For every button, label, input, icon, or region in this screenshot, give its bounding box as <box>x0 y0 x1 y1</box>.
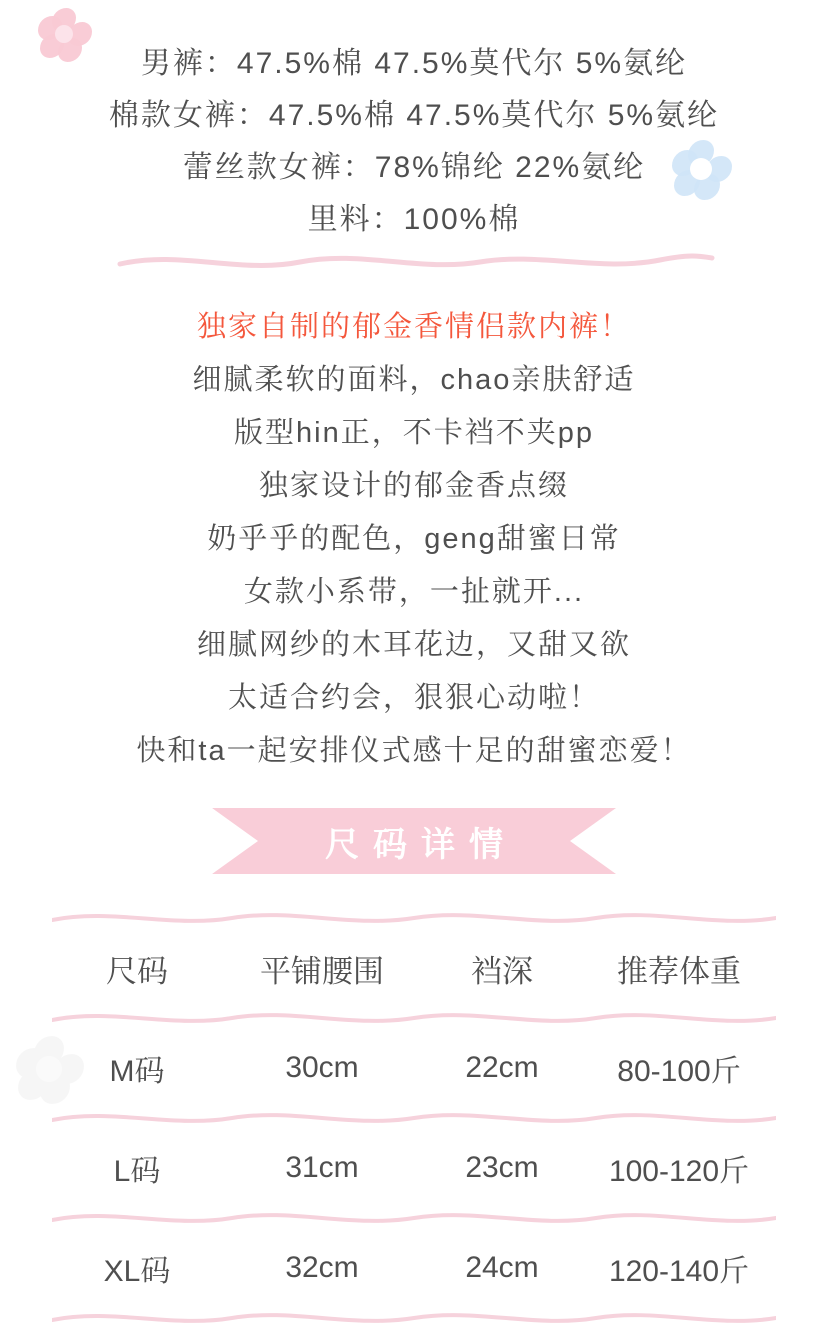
fabric-composition-block <box>0 38 828 246</box>
cell-size: M码 <box>109 1055 165 1088</box>
fabric-line-lining: 里料：100%棉 <box>307 203 521 236</box>
cell-rise: 23cm <box>465 1151 539 1184</box>
fabric-line-womens-lace: 蕾丝款女裤：78%锦纶 22%氨纶 <box>182 151 646 184</box>
highlight-headline: 独家自制的郁金香情侣款内裤！ <box>196 311 631 343</box>
highlight-line-5: 女款小系带，一扯就开... <box>243 576 585 608</box>
table-header-waist: 平铺腰围 <box>260 953 384 989</box>
table-wave-separator <box>52 1108 776 1128</box>
banner-title: 尺码详情 <box>325 825 517 864</box>
table-header-rise: 裆深 <box>471 953 533 989</box>
size-details-banner <box>212 808 616 874</box>
cell-waist: 31cm <box>285 1151 359 1184</box>
cell-rise: 24cm <box>465 1251 539 1284</box>
wave-divider <box>0 248 828 274</box>
cell-waist: 30cm <box>285 1051 359 1084</box>
highlight-line-2: 版型hin正，不卡裆不夹pp <box>234 417 594 449</box>
table-row <box>52 1128 776 1208</box>
highlight-line-6: 细腻网纱的木耳花边，又甜又欲 <box>196 629 631 661</box>
size-table <box>52 908 776 1328</box>
table-header-row <box>52 928 776 1008</box>
cell-size: L码 <box>113 1155 161 1188</box>
table-header-weight: 推荐体重 <box>617 953 741 989</box>
cell-size: XL码 <box>103 1255 171 1288</box>
table-wave-separator-top <box>52 908 776 928</box>
highlight-line-8: 快和ta一起安排仪式感十足的甜蜜恋爱！ <box>136 735 692 767</box>
cell-weight: 120-140斤 <box>608 1255 750 1288</box>
cell-weight: 100-120斤 <box>608 1155 750 1188</box>
table-row <box>52 1028 776 1108</box>
fabric-line-mens: 男裤：47.5%棉 47.5%莫代尔 5%氨纶 <box>140 47 688 80</box>
highlight-line-7: 太适合约会，狠狠心动啦！ <box>227 682 600 714</box>
highlight-line-1: 细腻柔软的面料，chao亲肤舒适 <box>192 364 636 396</box>
table-row <box>52 1228 776 1308</box>
table-header-size: 尺码 <box>106 953 168 989</box>
cell-waist: 32cm <box>285 1251 359 1284</box>
table-wave-separator <box>52 1008 776 1028</box>
highlight-line-3: 独家设计的郁金香点缀 <box>258 470 569 502</box>
table-wave-separator-bottom <box>52 1308 776 1328</box>
fabric-line-womens-cotton: 棉款女裤：47.5%棉 47.5%莫代尔 5%氨纶 <box>108 99 720 132</box>
cell-rise: 22cm <box>465 1051 539 1084</box>
cell-weight: 80-100斤 <box>617 1055 741 1088</box>
highlight-line-4: 奶乎乎的配色，geng甜蜜日常 <box>207 523 621 555</box>
highlights-block <box>0 300 828 778</box>
table-wave-separator <box>52 1208 776 1228</box>
